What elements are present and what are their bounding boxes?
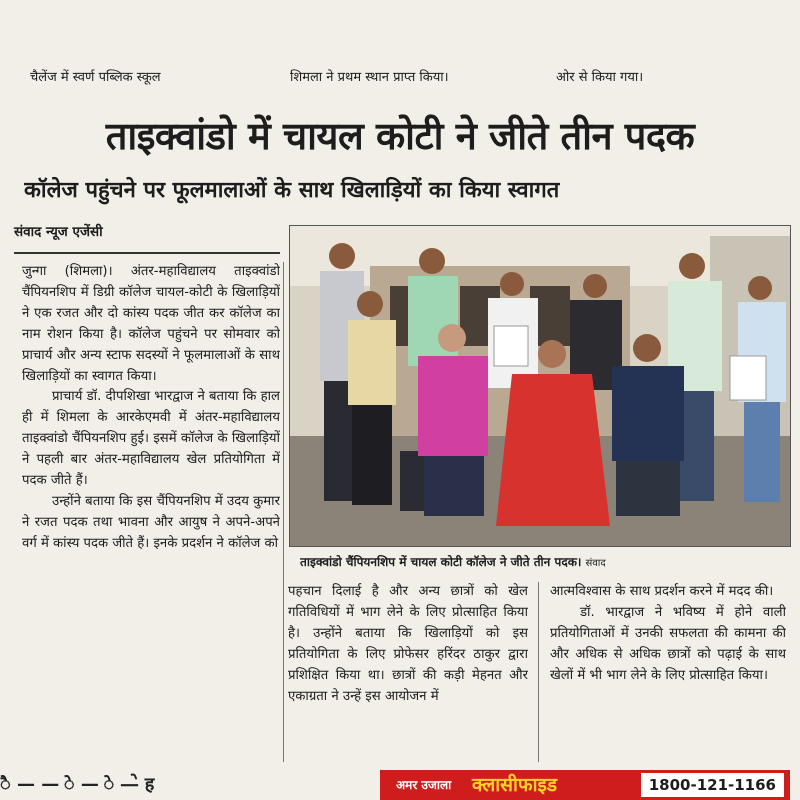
- column-divider: [283, 262, 284, 762]
- top-strip-right: ओर से किया गया।: [556, 70, 644, 85]
- caption-text: ताइक्वांडो चैंपियनशिप में चायल कोटी कॉलेज ने जीते तीन पदक।: [300, 555, 582, 569]
- article-subheadline: कॉलेज पहुंचने पर फूलमालाओं के साथ खिलाड़ियों का किया स्वागत: [24, 178, 560, 203]
- top-strip-left: चैलेंज में स्वर्ण पब्लिक स्कूल: [30, 70, 161, 85]
- byline-rule: [14, 252, 280, 254]
- paragraph: प्राचार्य डॉ. दीपशिखा भारद्वाज ने बताया कि हाल ही में शिमला के आरकेएमवी में अंतर-महाविद्यालय ताइक्वांडो चैंपियनशिप हुई। इसमें कॉलेज के खिलाड़ियों ने पहली बार अंतर-महाविद्यालय खेल प्रतियोगिता में पदक जीते हैं।: [22, 389, 280, 489]
- article-column-3: [550, 582, 786, 762]
- article-headline: ताइक्वांडो में चायल कोटी ने जीते तीन पदक: [105, 114, 695, 158]
- column-divider: [538, 582, 539, 762]
- paragraph: जुन्गा (शिमला)। अंतर-महाविद्यालय ताइक्वांडो चैंपियनशिप में डिग्री कॉलेज चायल-कोटी के खिलाड़ियों ने एक रजत और दो कांस्य पदक जीत कर कॉलेज का नाम रोशन किया है। कॉलेज पहुंचने पर सोमवार को प्राचार्य और अन्य स्टाफ सदस्यों ने फूलमालाओं के साथ खिलाड़ियों का स्वागत किया।: [22, 264, 280, 384]
- ad-phone: 1800-121-1166: [641, 773, 784, 797]
- classified-ad-banner: [380, 770, 790, 800]
- article-column-2: [288, 582, 528, 762]
- news-agency-byline: संवाद न्यूज एजेंसी: [14, 224, 103, 240]
- paragraph: आत्मविश्वास के साथ प्रदर्शन करने में मदद की।: [550, 584, 774, 599]
- next-article-headline-fragment: ै — — े — े —े ह: [0, 774, 155, 795]
- team-photo: [289, 225, 791, 547]
- photo-credit: संवाद: [585, 558, 606, 569]
- paragraph: डॉ. भारद्वाज ने भविष्य में होने वाली प्रतियोगिताओं में उनकी सफलता की कामना की और अधिक से अधिक छात्रों को पढ़ाई के साथ खेलों में भी भाग लेने के लिए प्रोत्साहित किया।: [550, 604, 786, 683]
- top-strip: [0, 58, 800, 98]
- article-column-1: [22, 262, 280, 762]
- ad-title: क्लासीफाइड: [472, 774, 557, 796]
- photo-caption: [300, 548, 790, 576]
- ad-brand: अमर उजाला: [396, 778, 452, 792]
- paragraph: पहचान दिलाई है और अन्य छात्रों को खेल गतिविधियों में भाग लेने के लिए प्रोत्साहित किया है। उन्होंने बताया कि खिलाड़ियों को इस प्रतियोगिता के लिए प्रोफेसर हरिंदर ठाकुर द्वारा प्रशिक्षित किया था। छात्रों की कड़ी मेहनत और एकाग्रता ने उन्हें इस आयोजन में: [288, 584, 528, 704]
- top-strip-middle: शिमला ने प्रथम स्थान प्राप्त किया।: [290, 70, 449, 85]
- paragraph: उन्होंने बताया कि इस चैंपियनशिप में उदय कुमार ने रजत पदक तथा भावना और आयुष ने अपने-अपने वर्ग में कांस्य पदक जीते हैं। इनके प्रदर्शन ने कॉलेज को: [22, 493, 280, 551]
